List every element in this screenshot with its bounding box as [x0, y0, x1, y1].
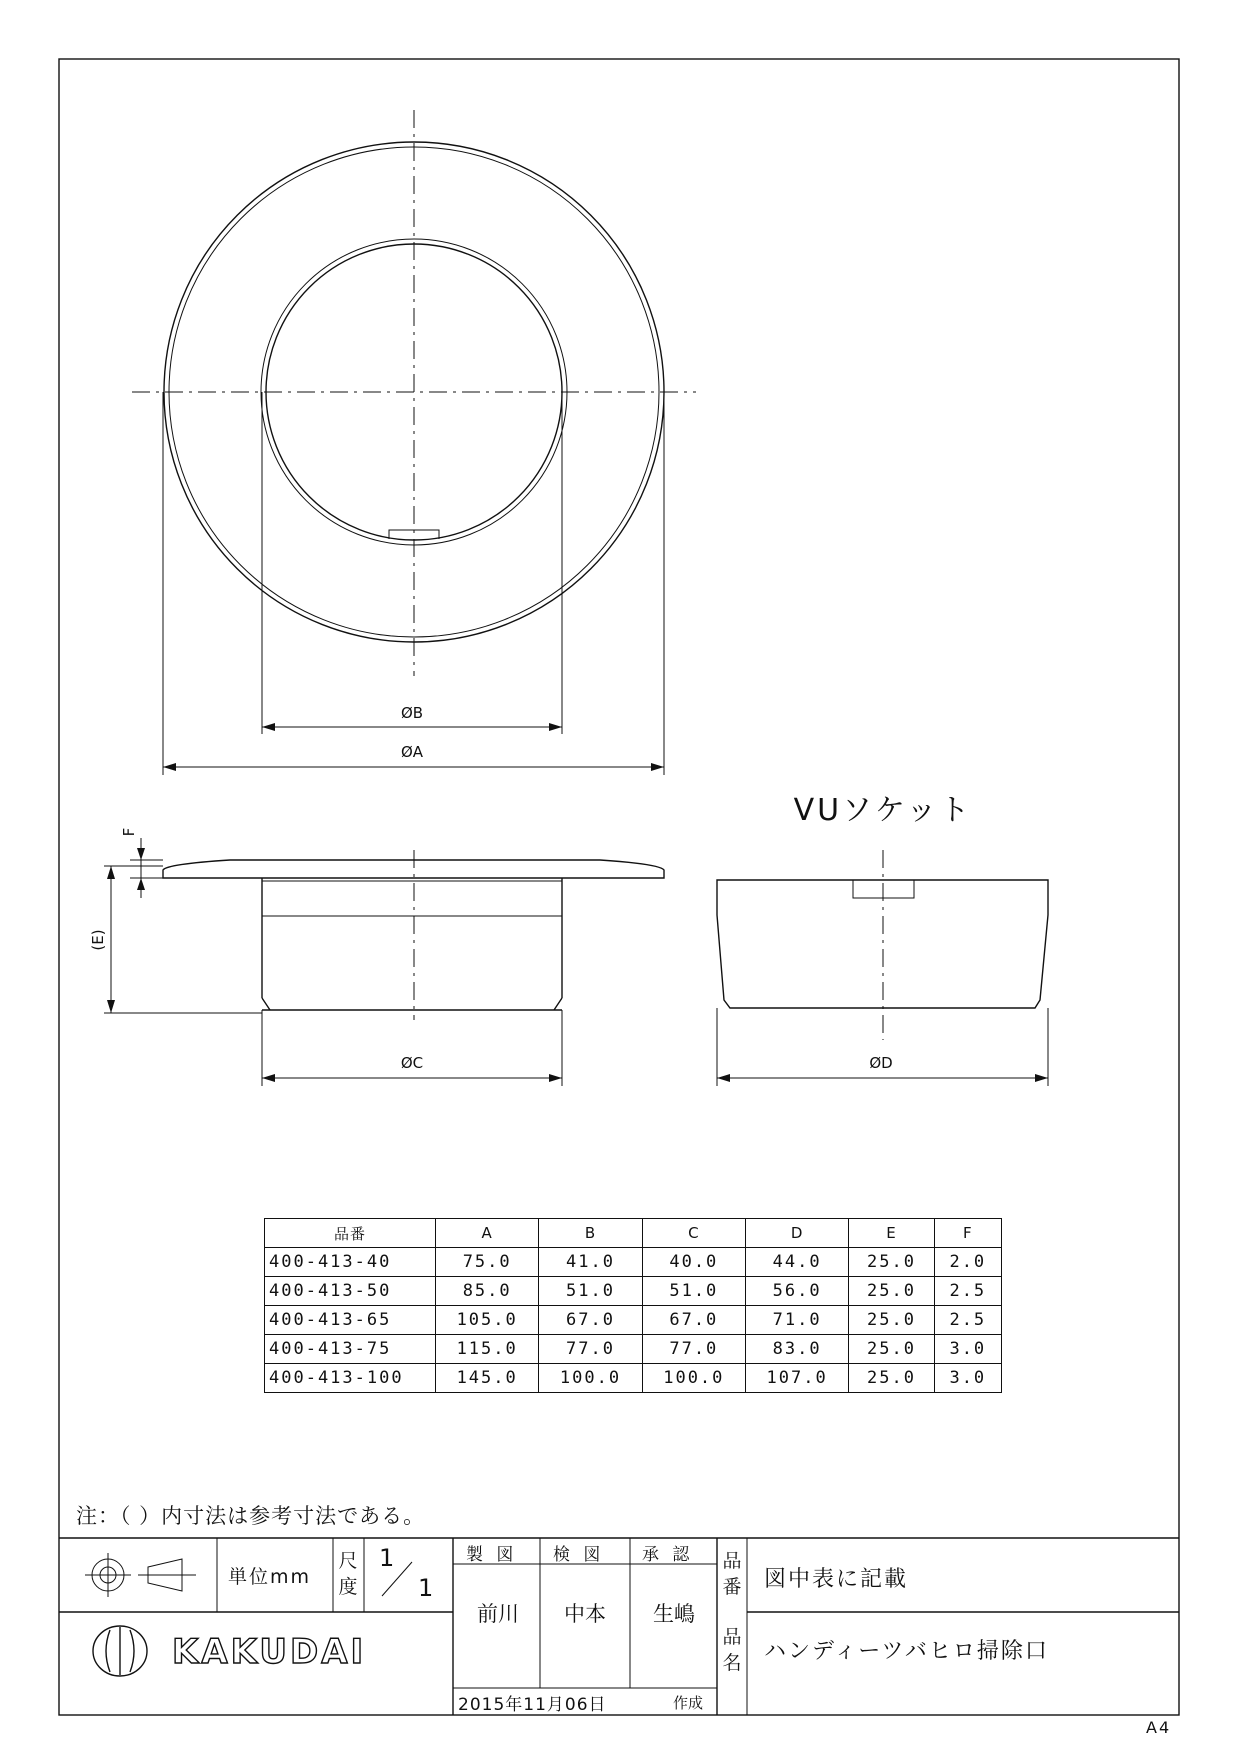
spec-table-cell: 51.0 — [642, 1277, 745, 1306]
spec-table-cell: 51.0 — [539, 1277, 642, 1306]
spec-table-cell: 25.0 — [849, 1306, 934, 1335]
vu-socket-view — [717, 850, 1048, 1086]
spec-table-cell: 25.0 — [849, 1248, 934, 1277]
top-view — [132, 110, 696, 775]
spec-table-cell: 2.0 — [934, 1248, 1001, 1277]
spec-table-cell: 3.0 — [934, 1335, 1001, 1364]
spec-table-cell: 400-413-50 — [265, 1277, 436, 1306]
approved-label: 承 認 — [642, 1545, 694, 1565]
unit-text: 単位mm — [228, 1566, 312, 1588]
scale-numerator: 1 — [379, 1544, 395, 1572]
drawn-label: 製 図 — [466, 1545, 518, 1565]
dim-f-label: F — [120, 827, 138, 837]
col-header-c: C — [642, 1219, 745, 1248]
spec-table-cell: 25.0 — [849, 1335, 934, 1364]
part-name-value: ハンディーツバヒロ掃除口 — [764, 1639, 1049, 1664]
spec-table-cell: 3.0 — [934, 1364, 1001, 1393]
spec-table-cell: 400-413-40 — [265, 1248, 436, 1277]
col-header-part-no: 品番 — [265, 1219, 436, 1248]
spec-table-body — [265, 1248, 1002, 1393]
dim-e-label: (E) — [89, 929, 107, 951]
side-view — [104, 838, 664, 1086]
spec-table-cell: 56.0 — [745, 1277, 848, 1306]
spec-table — [264, 1218, 1002, 1393]
scale-denominator: 1 — [418, 1574, 434, 1602]
paper-size: A4 — [1146, 1718, 1172, 1737]
spec-table-cell: 40.0 — [642, 1248, 745, 1277]
body-chamfer-left — [262, 998, 270, 1010]
approved-by: 生嶋 — [653, 1602, 695, 1626]
col-header-e: E — [849, 1219, 934, 1248]
spec-table-cell: 100.0 — [539, 1364, 642, 1393]
title-block-grid — [59, 1538, 1179, 1715]
spec-table-cell: 25.0 — [849, 1364, 934, 1393]
scale-label: 尺度 — [338, 1550, 358, 1598]
checked-label: 検 図 — [553, 1545, 605, 1565]
spec-table-cell: 77.0 — [539, 1335, 642, 1364]
spec-table-row — [265, 1277, 1002, 1306]
company-logo-icon — [93, 1626, 147, 1676]
spec-table-cell: 2.5 — [934, 1306, 1001, 1335]
spec-table-cell: 85.0 — [436, 1277, 539, 1306]
dim-d-label: ØD — [869, 1054, 893, 1072]
spec-table-row — [265, 1248, 1002, 1277]
body-chamfer-right — [554, 998, 562, 1010]
spec-table-cell: 44.0 — [745, 1248, 848, 1277]
dim-b-label: ØB — [400, 704, 424, 722]
projection-symbol-icon — [85, 1553, 196, 1597]
vu-socket-label: VUソケット — [793, 793, 973, 828]
spec-table-cell: 67.0 — [539, 1306, 642, 1335]
created-label: 作成 — [673, 1694, 704, 1712]
spec-table-cell: 75.0 — [436, 1248, 539, 1277]
spec-table-cell: 25.0 — [849, 1277, 934, 1306]
spec-table-cell: 105.0 — [436, 1306, 539, 1335]
checked-by: 中本 — [564, 1602, 606, 1626]
created-date: 2015年11月06日 — [458, 1695, 607, 1715]
spec-table-row — [265, 1335, 1002, 1364]
spec-table-cell: 115.0 — [436, 1335, 539, 1364]
drawing-frame — [59, 59, 1179, 1715]
spec-table-cell: 100.0 — [642, 1364, 745, 1393]
col-header-b: B — [539, 1219, 642, 1248]
dim-c-label: ØC — [400, 1054, 424, 1072]
col-header-d: D — [745, 1219, 848, 1248]
col-header-f: F — [934, 1219, 1001, 1248]
company-name: KAKUDAI — [172, 1632, 367, 1672]
spec-table-cell: 71.0 — [745, 1306, 848, 1335]
spec-table-cell: 83.0 — [745, 1335, 848, 1364]
spec-table-cell: 400-413-100 — [265, 1364, 436, 1393]
body-top-band — [262, 878, 562, 881]
spec-table-cell: 400-413-75 — [265, 1335, 436, 1364]
spec-table-row — [265, 1364, 1002, 1393]
part-name-label: 品名 — [722, 1626, 742, 1674]
part-no-value: 図中表に記載 — [764, 1567, 909, 1592]
reference-dimension-note: 注：（ ）内寸法は参考寸法である。 — [76, 1504, 426, 1528]
spec-table-row — [265, 1306, 1002, 1335]
drawn-by: 前川 — [477, 1602, 519, 1626]
spec-table-cell: 67.0 — [642, 1306, 745, 1335]
spec-table-cell: 41.0 — [539, 1248, 642, 1277]
spec-table-cell: 77.0 — [642, 1335, 745, 1364]
spec-table-cell: 145.0 — [436, 1364, 539, 1393]
spec-table-cell: 107.0 — [745, 1364, 848, 1393]
spec-table-cell: 2.5 — [934, 1277, 1001, 1306]
spec-table-cell: 400-413-65 — [265, 1306, 436, 1335]
spec-table-header-row — [265, 1219, 1002, 1248]
dim-a-label: ØA — [400, 743, 424, 761]
part-no-label: 品番 — [722, 1550, 742, 1598]
col-header-a: A — [436, 1219, 539, 1248]
